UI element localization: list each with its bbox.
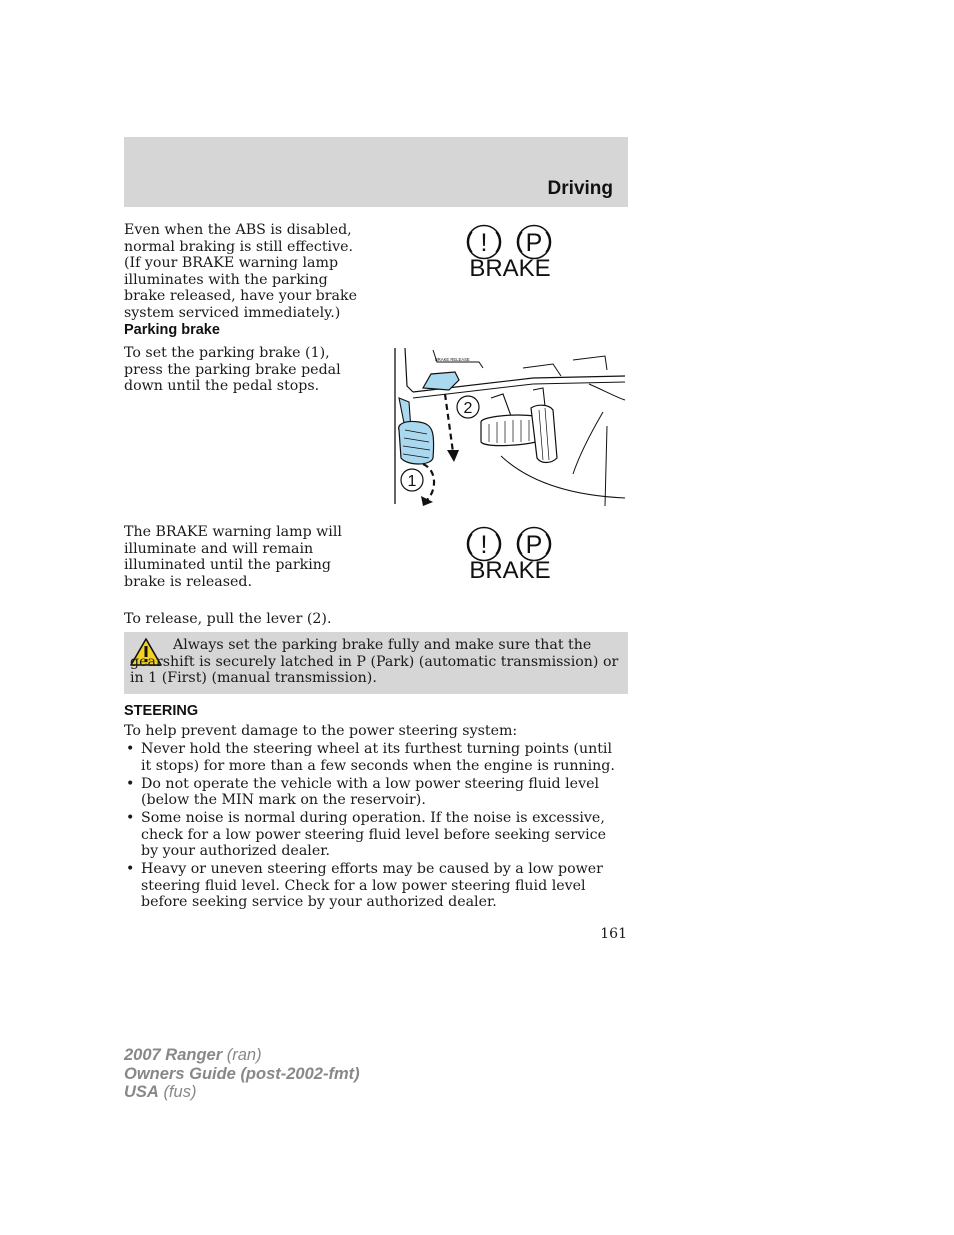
brake-warning-icon [463, 224, 573, 290]
footer-market: USA [124, 1083, 159, 1101]
p-glyph: P [525, 229, 543, 257]
release-paragraph: To release, pull the lever (2). [124, 611, 332, 627]
brake-word-2: BRAKE [469, 557, 551, 584]
warning-text: Always set the parking brake fully and make sure that the gearshift is securely latched in P (Park) (automatic transmission) or in 1 (First) (manual transmission). [130, 637, 619, 686]
brake-lamp-paragraph: The BRAKE warning lamp will illuminate and will remain illuminated until the parking brake is released. [124, 524, 342, 590]
list-item: • Do not operate the vehicle with a low power steering fluid level (below the MIN mark on the reservoir). [124, 776, 624, 809]
parking-brake-illustration [393, 346, 628, 508]
callout-2: 2 [463, 400, 473, 417]
footer-market-code: (fus) [163, 1083, 197, 1101]
brake-release-label: BRAKE RELEASE [435, 357, 470, 362]
document-footer [124, 1046, 360, 1102]
brake-word: BRAKE [469, 255, 551, 282]
p-glyph-2: P [525, 531, 543, 559]
page-number: 161 [600, 926, 627, 942]
warning-box [124, 632, 628, 694]
section-title: Driving [547, 178, 613, 199]
footer-model: 2007 Ranger [124, 1046, 223, 1064]
parking-brake-heading: Parking brake [124, 322, 220, 338]
list-item: • Heavy or uneven steering efforts may be caused by a low power steering fluid level. Check for a low power steering fluid level before seeking service by your authorized dealer. [124, 861, 624, 911]
pedal-diagram [393, 346, 628, 508]
brake-warning-icon-2 [463, 526, 573, 592]
section-header-band [124, 137, 628, 207]
callout-1: 1 [407, 473, 417, 490]
parking-set-paragraph: To set the parking brake (1), press the parking brake pedal down until the pedal stops. [124, 345, 341, 394]
exclamation-glyph-2: ! [480, 531, 488, 559]
list-item: • Never hold the steering wheel at its furthest turning points (until it stops) for more than a few seconds when the engine is running. [124, 741, 624, 774]
footer-model-code: (ran) [226, 1046, 262, 1064]
footer-guide: Owners Guide (post-2002-fmt) [124, 1064, 360, 1083]
steering-heading: STEERING [124, 703, 199, 719]
abs-note-paragraph: Even when the ABS is disabled, normal braking is still effective. (If your BRAKE warning lamp illuminates with the parking brake released, have your brake system serviced immediately.) [124, 222, 357, 321]
list-item: • Some noise is normal during operation. If the noise is excessive, check for a low power steering fluid level before seeking service by your authorized dealer. [124, 810, 624, 860]
steering-intro: To help prevent damage to the power steering system: [124, 723, 518, 739]
steering-bullet-list [124, 741, 624, 912]
exclamation-glyph: ! [480, 229, 488, 257]
